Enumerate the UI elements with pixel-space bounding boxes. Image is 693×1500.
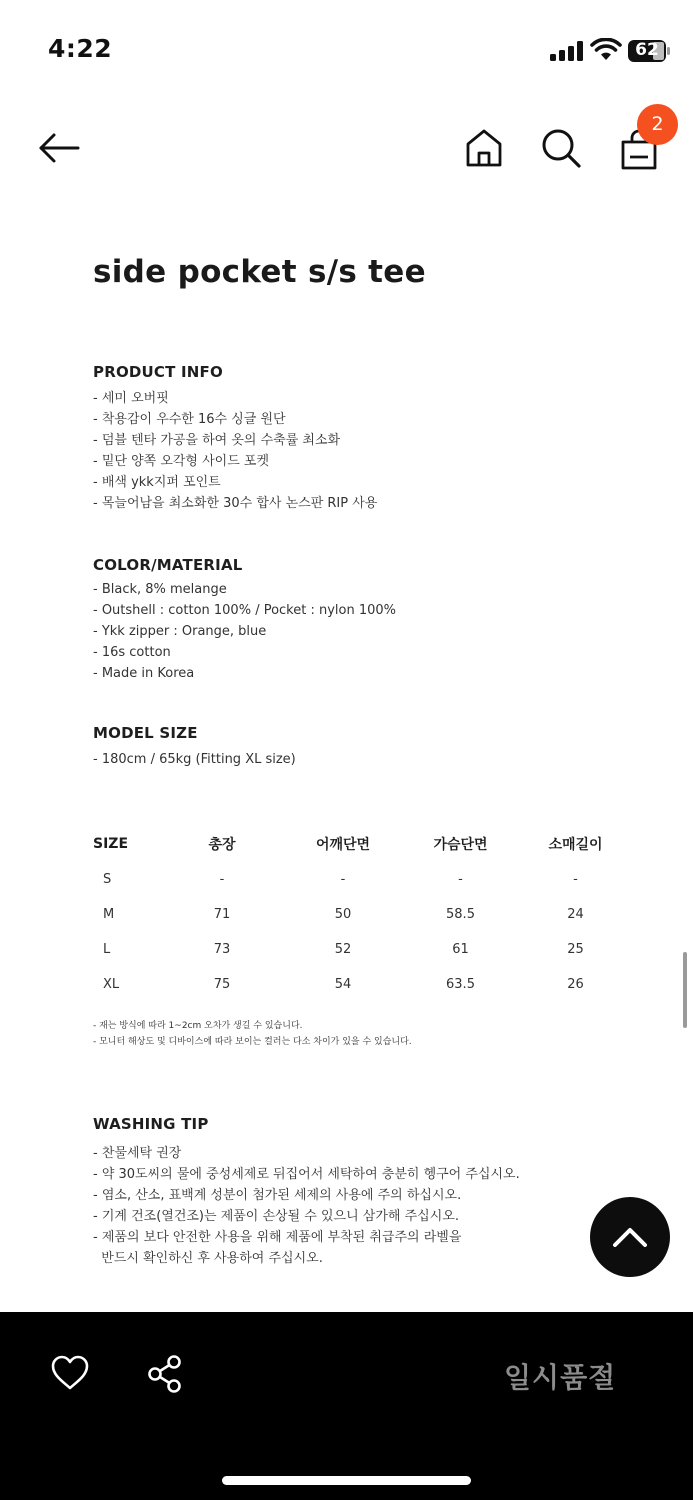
note-item: - 재는 방식에 따라 1~2cm 오차가 생길 수 있습니다.: [93, 1021, 303, 1031]
table-cell: 73: [213, 942, 231, 957]
list-item: - 약 30도씨의 물에 중성세제로 뒤집어서 세탁하여 충분히 헹구어 주십시오.: [93, 1167, 520, 1182]
back-arrow-icon[interactable]: [36, 127, 82, 169]
table-cell: -: [458, 872, 463, 887]
list-item: - Black, 8% melange: [93, 582, 227, 597]
home-indicator[interactable]: [222, 1476, 471, 1485]
color-material-list: [93, 579, 396, 684]
table-cell: 54: [334, 977, 352, 992]
table-cell: 26: [567, 977, 584, 992]
chevron-up-icon: [590, 1197, 670, 1277]
product-title: side pocket s/s tee: [93, 254, 426, 290]
table-cell: 50: [334, 907, 352, 922]
list-item: - 제품의 보다 안전한 사용을 위해 제품에 부착된 취급주의 라벨을: [93, 1230, 462, 1245]
table-row: [93, 967, 653, 1002]
status-bar: [0, 0, 693, 100]
list-item: - 밑단 양쪽 오각형 사이드 포켓: [93, 454, 270, 469]
list-item: - 기계 건조(열건조)는 제품이 손상될 수 있으니 삼가해 주십시오.: [93, 1209, 459, 1224]
table-cell: 58.5: [446, 907, 475, 922]
column-header: 어깨단면: [315, 837, 371, 853]
list-item: - 180cm / 65kg (Fitting XL size): [93, 752, 296, 767]
table-cell: L: [103, 942, 111, 957]
battery-icon: [628, 39, 670, 63]
list-item: - 16s cotton: [93, 645, 171, 660]
table-cell: 25: [567, 942, 584, 957]
table-cell: 61: [452, 942, 469, 957]
battery-level: 62: [635, 40, 659, 60]
list-item: - 배색 ykk지퍼 포인트: [93, 475, 221, 490]
table-cell: 24: [567, 907, 584, 922]
table-cell: 71: [213, 907, 231, 922]
table-cell: 52: [334, 942, 352, 957]
share-icon[interactable]: [146, 1354, 184, 1394]
table-row: [93, 897, 653, 932]
scroll-indicator[interactable]: [683, 952, 687, 1028]
list-item: - 찬물세탁 권장: [93, 1146, 182, 1161]
color-material-heading: COLOR/MATERIAL: [93, 556, 243, 574]
bottom-action-bar: [0, 1312, 693, 1500]
cart-count-badge[interactable]: 2: [637, 104, 678, 145]
table-cell: S: [103, 872, 112, 887]
list-item: - 세미 오버핏: [93, 391, 169, 406]
product-info-list: [93, 388, 377, 514]
search-icon[interactable]: [540, 127, 582, 169]
cellular-signal-icon: [550, 41, 584, 61]
column-header: 총장: [208, 837, 236, 853]
product-info-heading: PRODUCT INFO: [93, 363, 223, 381]
list-item: - 착용감이 우수한 16수 싱글 원단: [93, 412, 286, 427]
size-notes: [93, 1018, 412, 1050]
table-row: [93, 932, 653, 967]
washing-tip-heading: WASHING TIP: [93, 1115, 209, 1133]
table-cell: 75: [213, 977, 231, 992]
table-cell: -: [340, 872, 346, 887]
list-item: - Ykk zipper : Orange, blue: [93, 624, 267, 639]
list-item: - 염소, 산소, 표백계 성분이 첨가된 세제의 사용에 주의 하십시오.: [93, 1188, 462, 1203]
note-item: - 모니터 해상도 및 디바이스에 따라 보이는 컬러는 다소 차이가 있을 수 있습니다.: [93, 1037, 412, 1047]
column-header: SIZE: [93, 836, 129, 852]
heart-icon[interactable]: [50, 1354, 90, 1392]
table-cell: M: [103, 907, 115, 922]
column-header: 소매길이: [548, 837, 603, 853]
top-nav-bar: [0, 115, 693, 185]
list-item: 반드시 확인하신 후 사용하여 주십시오.: [93, 1251, 323, 1266]
sold-out-label: 일시품절: [504, 1361, 617, 1394]
table-cell: 63.5: [446, 977, 475, 992]
washing-tip-list: [93, 1143, 520, 1269]
table-cell: -: [573, 872, 578, 887]
list-item: - Outshell : cotton 100% / Pocket : nylon 100%: [93, 603, 397, 618]
home-icon[interactable]: [464, 127, 504, 169]
scroll-to-top-button[interactable]: [590, 1197, 670, 1277]
list-item: - 덤블 텐타 가공을 하여 옷의 수축률 최소화: [93, 433, 341, 448]
table-row: [93, 862, 653, 897]
list-item: - Made in Korea: [93, 666, 195, 681]
status-time: 4:22: [48, 34, 113, 63]
list-item: - 목늘어남을 최소화한 30수 합사 논스판 RIP 사용: [93, 496, 378, 511]
wifi-icon: [590, 38, 622, 62]
model-size-list: [93, 749, 296, 770]
table-cell: -: [219, 872, 225, 887]
size-table-header-row: [93, 826, 653, 862]
model-size-heading: MODEL SIZE: [93, 724, 198, 742]
column-header: 가슴단면: [433, 837, 488, 853]
table-cell: XL: [103, 977, 120, 992]
size-table: [93, 826, 653, 1002]
